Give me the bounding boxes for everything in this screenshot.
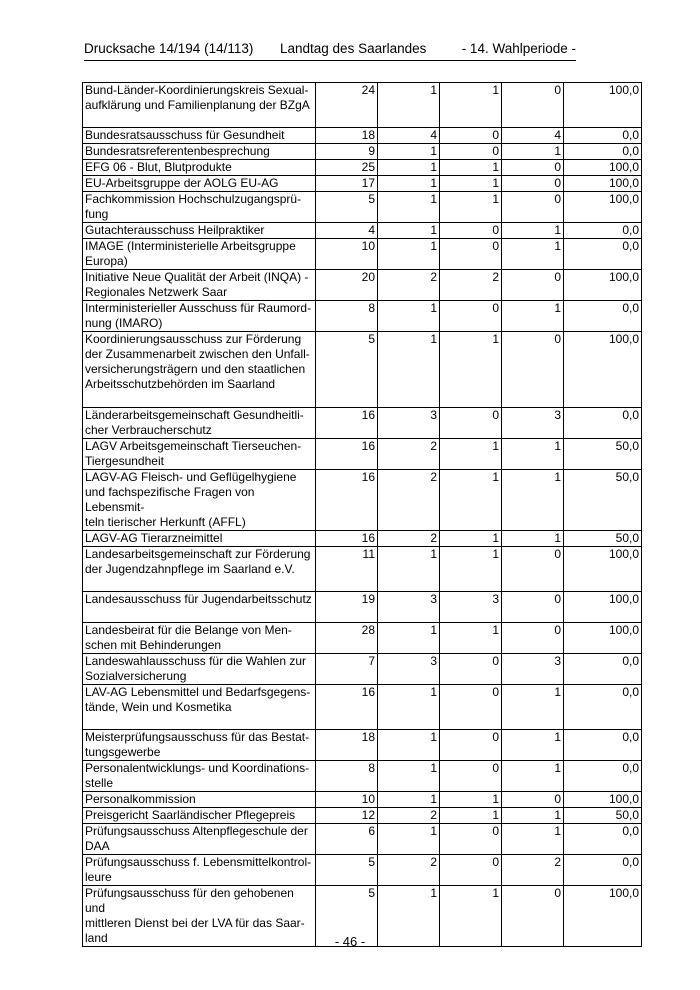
value-cell: 1 — [502, 761, 564, 792]
value-cell: 0 — [440, 239, 502, 270]
percentage-cell: 100,0 — [564, 547, 642, 592]
value-cell: 1 — [502, 808, 564, 824]
value-cell: 10 — [316, 239, 378, 270]
value-cell: 1 — [440, 808, 502, 824]
table-row — [83, 547, 642, 592]
value-cell: 1 — [378, 824, 440, 855]
value-cell: 1 — [378, 547, 440, 592]
value-cell: 8 — [316, 301, 378, 332]
value-cell: 2 — [378, 855, 440, 886]
value-cell: 0 — [502, 547, 564, 592]
percentage-cell: 0,0 — [564, 824, 642, 855]
value-cell: 2 — [378, 531, 440, 547]
value-cell: 1 — [378, 83, 440, 128]
committee-name-cell: Prüfungsausschuss Altenpflegeschule der DAA — [83, 824, 316, 855]
percentage-cell: 0,0 — [564, 761, 642, 792]
value-cell: 3 — [440, 592, 502, 623]
percentage-cell: 0,0 — [564, 730, 642, 761]
value-cell: 2 — [378, 270, 440, 301]
value-cell: 1 — [440, 83, 502, 128]
value-cell: 5 — [316, 886, 378, 947]
value-cell: 1 — [378, 332, 440, 408]
value-cell: 16 — [316, 408, 378, 439]
committee-table — [82, 82, 642, 947]
value-cell: 0 — [502, 592, 564, 623]
committee-name-cell: Preisgericht Saarländischer Pflegepreis — [83, 808, 316, 824]
value-cell: 16 — [316, 439, 378, 470]
value-cell: 5 — [316, 332, 378, 408]
value-cell: 2 — [502, 855, 564, 886]
table-row — [83, 332, 642, 408]
value-cell: 5 — [316, 192, 378, 223]
committee-name-cell: Interministerieller Ausschuss für Raumord- nung (IMARO) — [83, 301, 316, 332]
value-cell: 3 — [502, 408, 564, 439]
value-cell: 2 — [378, 439, 440, 470]
value-cell: 1 — [502, 531, 564, 547]
value-cell: 0 — [440, 408, 502, 439]
value-cell: 2 — [378, 808, 440, 824]
value-cell: 8 — [316, 761, 378, 792]
value-cell: 1 — [378, 176, 440, 192]
value-cell: 1 — [378, 239, 440, 270]
value-cell: 2 — [440, 270, 502, 301]
value-cell: 4 — [316, 223, 378, 239]
table-row — [83, 408, 642, 439]
value-cell: 1 — [440, 886, 502, 947]
value-cell: 9 — [316, 144, 378, 160]
table-row — [83, 685, 642, 730]
value-cell: 0 — [440, 654, 502, 685]
table-row — [83, 239, 642, 270]
value-cell: 1 — [378, 792, 440, 808]
committee-name-cell: Meisterprüfungsausschuss für das Bestat- tungsgewerbe — [83, 730, 316, 761]
value-cell: 1 — [378, 160, 440, 176]
value-cell: 0 — [440, 128, 502, 144]
legislative-period: - 14. Wahlperiode - — [461, 41, 576, 56]
value-cell: 0 — [440, 301, 502, 332]
value-cell: 4 — [502, 128, 564, 144]
table-row — [83, 144, 642, 160]
value-cell: 18 — [316, 730, 378, 761]
percentage-cell: 100,0 — [564, 332, 642, 408]
committee-name-cell: EFG 06 - Blut, Blutprodukte — [83, 160, 316, 176]
value-cell: 6 — [316, 824, 378, 855]
table-row — [83, 160, 642, 176]
committee-name-cell: Personalkommission — [83, 792, 316, 808]
committee-name-cell: Koordinierungsausschuss zur Förderung der Zusammenarbeit zwischen den Unfall- versicherungsträgern und den staatlichen Arbeitsschutzbehörden im Saarland — [83, 332, 316, 408]
value-cell: 1 — [440, 531, 502, 547]
committee-name-cell: Personalentwicklungs- und Koordinations- stelle — [83, 761, 316, 792]
table-row — [83, 623, 642, 654]
value-cell: 0 — [502, 792, 564, 808]
value-cell: 18 — [316, 128, 378, 144]
table-row — [83, 470, 642, 531]
committee-name-cell: Prüfungsausschuss für den gehobenen und mittleren Dienst bei der LVA für das Saar- land — [83, 886, 316, 947]
page-number: - 46 - — [334, 934, 366, 949]
percentage-cell: 100,0 — [564, 160, 642, 176]
value-cell: 1 — [502, 730, 564, 761]
committee-name-cell: Bundesratsreferentenbesprechung — [83, 144, 316, 160]
document-number: Drucksache 14/194 (14/113) — [84, 41, 254, 56]
table-row — [83, 808, 642, 824]
value-cell: 2 — [378, 470, 440, 531]
value-cell: 1 — [440, 332, 502, 408]
percentage-cell: 0,0 — [564, 855, 642, 886]
table-row — [83, 223, 642, 239]
percentage-cell: 0,0 — [564, 144, 642, 160]
committee-name-cell: LAGV Arbeitsgemeinschaft Tierseuchen- Tiergesundheit — [83, 439, 316, 470]
table-row — [83, 824, 642, 855]
value-cell: 1 — [502, 824, 564, 855]
percentage-cell: 0,0 — [564, 408, 642, 439]
percentage-cell: 0,0 — [564, 301, 642, 332]
committee-name-cell: LAGV-AG Tierarzneimittel — [83, 531, 316, 547]
value-cell: 3 — [378, 654, 440, 685]
value-cell: 3 — [378, 408, 440, 439]
percentage-cell: 50,0 — [564, 439, 642, 470]
value-cell: 0 — [502, 886, 564, 947]
value-cell: 0 — [502, 270, 564, 301]
value-cell: 1 — [378, 223, 440, 239]
table-row — [83, 792, 642, 808]
committee-name-cell: Landesausschuss für Jugendarbeitsschutz — [83, 592, 316, 623]
percentage-cell: 50,0 — [564, 531, 642, 547]
table-row — [83, 855, 642, 886]
percentage-cell: 100,0 — [564, 792, 642, 808]
committee-name-cell: Landeswahlausschuss für die Wahlen zur Sozialversicherung — [83, 654, 316, 685]
table-row — [83, 192, 642, 223]
value-cell: 25 — [316, 160, 378, 176]
table-row — [83, 439, 642, 470]
percentage-cell: 100,0 — [564, 83, 642, 128]
percentage-cell: 0,0 — [564, 223, 642, 239]
value-cell: 24 — [316, 83, 378, 128]
percentage-cell: 100,0 — [564, 270, 642, 301]
value-cell: 17 — [316, 176, 378, 192]
percentage-cell: 100,0 — [564, 192, 642, 223]
table-row — [83, 270, 642, 301]
value-cell: 0 — [440, 730, 502, 761]
value-cell: 1 — [378, 301, 440, 332]
value-cell: 0 — [502, 160, 564, 176]
value-cell: 1 — [440, 176, 502, 192]
value-cell: 1 — [378, 761, 440, 792]
value-cell: 4 — [378, 128, 440, 144]
value-cell: 16 — [316, 685, 378, 730]
committee-name-cell: Prüfungsausschuss f. Lebensmittelkontrol- leure — [83, 855, 316, 886]
committee-name-cell: Bund-Länder-Koordinierungskreis Sexual- aufklärung und Familienplanung der BZgA — [83, 83, 316, 128]
value-cell: 1 — [502, 239, 564, 270]
value-cell: 0 — [440, 824, 502, 855]
value-cell: 1 — [378, 886, 440, 947]
table-row — [83, 531, 642, 547]
percentage-cell: 0,0 — [564, 239, 642, 270]
value-cell: 0 — [440, 855, 502, 886]
percentage-cell: 100,0 — [564, 176, 642, 192]
committee-name-cell: Länderarbeitsgemeinschaft Gesundheitli- cher Verbraucherschutz — [83, 408, 316, 439]
value-cell: 1 — [378, 730, 440, 761]
value-cell: 0 — [502, 83, 564, 128]
value-cell: 0 — [440, 144, 502, 160]
value-cell: 1 — [502, 301, 564, 332]
value-cell: 1 — [502, 223, 564, 239]
value-cell: 0 — [502, 192, 564, 223]
committee-name-cell: EU-Arbeitsgruppe der AOLG EU-AG — [83, 176, 316, 192]
value-cell: 0 — [440, 223, 502, 239]
percentage-cell: 100,0 — [564, 592, 642, 623]
value-cell: 20 — [316, 270, 378, 301]
value-cell: 1 — [440, 792, 502, 808]
value-cell: 1 — [440, 623, 502, 654]
value-cell: 0 — [440, 761, 502, 792]
value-cell: 1 — [378, 685, 440, 730]
committee-name-cell: IMAGE (Interministerielle Arbeitsgruppe Europa) — [83, 239, 316, 270]
value-cell: 1 — [440, 439, 502, 470]
table-row — [83, 592, 642, 623]
value-cell: 1 — [440, 470, 502, 531]
value-cell: 0 — [502, 332, 564, 408]
value-cell: 1 — [502, 470, 564, 531]
value-cell: 1 — [502, 439, 564, 470]
percentage-cell: 0,0 — [564, 685, 642, 730]
value-cell: 0 — [502, 176, 564, 192]
page-header — [84, 40, 576, 61]
value-cell: 12 — [316, 808, 378, 824]
value-cell: 1 — [502, 144, 564, 160]
value-cell: 1 — [440, 160, 502, 176]
committee-name-cell: Gutachterausschuss Heilpraktiker — [83, 223, 316, 239]
value-cell: 1 — [378, 144, 440, 160]
value-cell: 28 — [316, 623, 378, 654]
value-cell: 3 — [502, 654, 564, 685]
table-body — [83, 83, 642, 947]
value-cell: 0 — [502, 623, 564, 654]
parliament-title: Landtag des Saarlandes — [280, 41, 427, 56]
percentage-cell: 100,0 — [564, 886, 642, 947]
table-row — [83, 83, 642, 128]
committee-name-cell: LAV-AG Lebensmittel und Bedarfsgegens- tände, Wein und Kosmetika — [83, 685, 316, 730]
percentage-cell: 50,0 — [564, 808, 642, 824]
table-row — [83, 128, 642, 144]
table-row — [83, 730, 642, 761]
table-row — [83, 176, 642, 192]
value-cell: 16 — [316, 470, 378, 531]
committee-name-cell: Landesbeirat für die Belange von Men- schen mit Behinderungen — [83, 623, 316, 654]
table-row — [83, 654, 642, 685]
percentage-cell: 0,0 — [564, 654, 642, 685]
value-cell: 1 — [378, 623, 440, 654]
value-cell: 19 — [316, 592, 378, 623]
value-cell: 1 — [378, 192, 440, 223]
committee-name-cell: Fachkommission Hochschulzugangsprü- fung — [83, 192, 316, 223]
committee-name-cell: Landesarbeitsgemeinschaft zur Förderung der Jugendzahnpflege im Saarland e.V. — [83, 547, 316, 592]
value-cell: 11 — [316, 547, 378, 592]
value-cell: 0 — [440, 685, 502, 730]
table-row — [83, 761, 642, 792]
percentage-cell: 100,0 — [564, 623, 642, 654]
value-cell: 3 — [378, 592, 440, 623]
percentage-cell: 0,0 — [564, 128, 642, 144]
committee-name-cell: Bundesratsausschuss für Gesundheit — [83, 128, 316, 144]
committee-name-cell: Initiative Neue Qualität der Arbeit (INQA) - Regionales Netzwerk Saar — [83, 270, 316, 301]
committee-name-cell: LAGV-AG Fleisch- und Geflügelhygiene und fachspezifische Fragen von Lebensmit- teln tierischer Herkunft (AFFL) — [83, 470, 316, 531]
table-row — [83, 301, 642, 332]
value-cell: 16 — [316, 531, 378, 547]
percentage-cell: 50,0 — [564, 470, 642, 531]
value-cell: 1 — [440, 547, 502, 592]
value-cell: 10 — [316, 792, 378, 808]
value-cell: 5 — [316, 855, 378, 886]
value-cell: 7 — [316, 654, 378, 685]
value-cell: 1 — [502, 685, 564, 730]
value-cell: 1 — [440, 192, 502, 223]
